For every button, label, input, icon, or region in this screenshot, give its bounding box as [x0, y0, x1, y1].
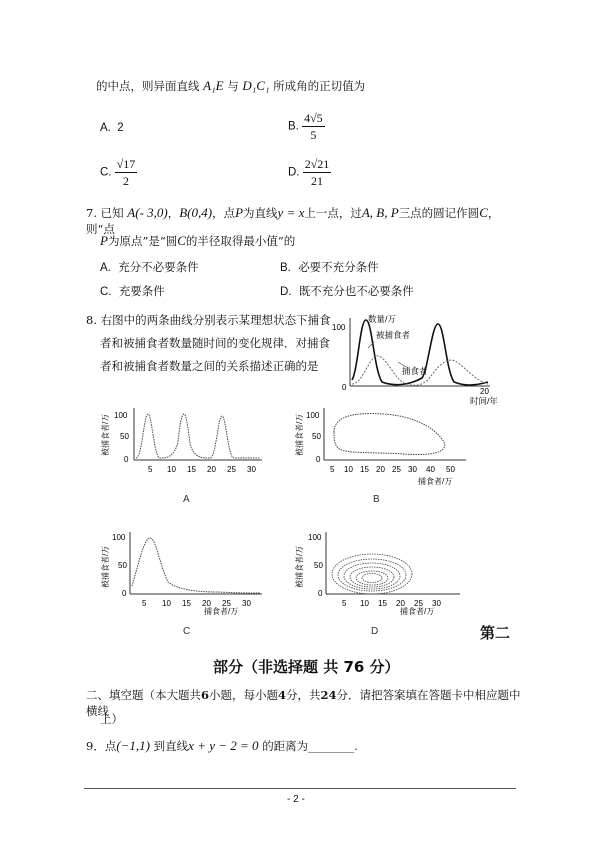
figure-c	[98, 526, 268, 616]
footer-divider	[84, 788, 516, 789]
svg-text:0: 0	[124, 455, 129, 464]
svg-text:100: 100	[112, 533, 126, 542]
fig-b-ylabel: 被捕食者/万	[295, 413, 304, 456]
svg-text:5: 5	[142, 599, 147, 608]
svg-text:20: 20	[376, 465, 385, 474]
fig-a-caption: A	[183, 494, 190, 505]
svg-text:50: 50	[314, 561, 323, 570]
q6-stem: 的中点，则异面直线 A₁E 与 D₁C₁ 所成角的正切值为	[96, 78, 366, 93]
svg-text:50: 50	[120, 432, 129, 441]
svg-text:15: 15	[360, 465, 369, 474]
svg-text:100: 100	[308, 533, 322, 542]
q6-option-d: D. $\frac{2√21}{21}$	[288, 157, 330, 188]
fig-d-spiral	[332, 554, 412, 594]
svg-text:15: 15	[182, 599, 191, 608]
fig-d-caption: D	[371, 626, 379, 637]
fig-b-xlabel: 捕食者/万	[418, 477, 453, 486]
part2-heading-a: 第二	[480, 624, 511, 642]
q9-answer-blank[interactable]: ________	[308, 739, 355, 753]
svg-text:10: 10	[162, 599, 171, 608]
main-ytick-100: 100	[332, 323, 346, 332]
fig-a-ylabel: 被捕食者/万	[101, 413, 110, 456]
svg-text:10: 10	[344, 465, 353, 474]
part2-heading-b: 部分（非选择题 共 76 分）	[213, 658, 400, 676]
svg-text:50: 50	[446, 465, 455, 474]
q8-stem-line2: 者和被捕食者数量随时间的变化规律．对捕食	[100, 336, 330, 350]
main-ytick-0: 0	[342, 383, 347, 392]
q7-stem-line2: P为原点”是“圆C的半径取得最小值”的	[100, 233, 296, 248]
legend-prey: 被捕食者	[376, 330, 411, 340]
svg-text:20: 20	[207, 465, 216, 474]
q8-stem-line3: 者和被捕食者数量之间的关系描述正确的是	[100, 359, 319, 373]
fig-d-ylabel: 被捕食者/万	[295, 545, 304, 588]
fig-c-ylabel: 被捕食者/万	[101, 545, 110, 588]
fig-c-xlabel: 捕食者/万	[204, 607, 239, 616]
q7-option-b: B. 必要不充分条件	[280, 260, 379, 274]
svg-text:20: 20	[202, 599, 211, 608]
svg-text:5: 5	[330, 465, 335, 474]
svg-text:0: 0	[122, 589, 127, 598]
q7-option-c: C. 充要条件	[100, 284, 165, 298]
main-xlabel: 时间/年	[470, 396, 498, 406]
q7-option-a: A. 充分不必要条件	[100, 260, 199, 274]
q6-option-b: B. $\frac{4√5}{5}$	[288, 111, 323, 142]
svg-text:10: 10	[167, 465, 176, 474]
q6-option-c: C. $\frac{√17}{2}$	[100, 157, 136, 188]
q9-stem: 9．点(−1,1) 到直线x + y − 2 = 0 的距离为________.	[86, 738, 358, 753]
svg-text:5: 5	[148, 465, 153, 474]
fig-a-curve	[136, 414, 260, 458]
svg-text:30: 30	[242, 599, 251, 608]
fig-d-xlabel: 捕食者/万	[400, 607, 435, 616]
q7-stem-line1: 7. 已知 A(- 3,0)，B(0,4)，点P为直线y = x上一点，过A, B, P三点的圆记作圆C，则“点	[86, 205, 500, 236]
svg-text:40: 40	[426, 465, 435, 474]
svg-text:100: 100	[114, 411, 128, 420]
svg-text:10: 10	[360, 599, 369, 608]
svg-text:30: 30	[247, 465, 256, 474]
svg-text:25: 25	[392, 465, 401, 474]
fig-c-curve	[132, 538, 260, 593]
figure-d	[292, 526, 472, 616]
q8-stem-line1: 8. 右图中的两条曲线分别表示某理想状态下捕食	[86, 313, 331, 327]
fig-b-curve	[334, 414, 445, 455]
svg-text:50: 50	[118, 561, 127, 570]
svg-text:30: 30	[408, 465, 417, 474]
figure-a	[98, 402, 268, 480]
svg-text:0: 0	[318, 589, 323, 598]
fig-b-caption: B	[373, 494, 380, 505]
line-d1c1: D₁C₁	[242, 78, 270, 93]
svg-text:30: 30	[432, 599, 441, 608]
figure-b	[294, 402, 474, 490]
page-number: - 2 -	[287, 794, 305, 805]
main-xtick-20: 20	[480, 387, 489, 396]
svg-text:25: 25	[414, 599, 423, 608]
line-a1e: A₁E	[203, 78, 224, 93]
fig-c-caption: C	[183, 626, 191, 637]
svg-text:15: 15	[378, 599, 387, 608]
svg-text:5: 5	[342, 599, 347, 608]
svg-text:100: 100	[306, 411, 320, 420]
section2-line1: 二、填空题（本大题共6小题，每小题4分，共24分．请把答案填在答题卡中相应题中横线	[86, 688, 521, 718]
q6-option-a: A. 2	[100, 122, 124, 134]
main-figure-time-series	[328, 310, 508, 406]
svg-text:25: 25	[222, 599, 231, 608]
main-ylabel: 数量/万	[368, 314, 396, 324]
q7-option-d: D. 既不充分也不必要条件	[280, 284, 414, 298]
svg-text:50: 50	[312, 432, 321, 441]
svg-text:0: 0	[316, 455, 321, 464]
legend-predator: 捕食者	[402, 366, 428, 376]
svg-text:25: 25	[227, 465, 236, 474]
section2-line2: 上）	[100, 712, 123, 726]
svg-text:15: 15	[187, 465, 196, 474]
svg-text:20: 20	[396, 599, 405, 608]
